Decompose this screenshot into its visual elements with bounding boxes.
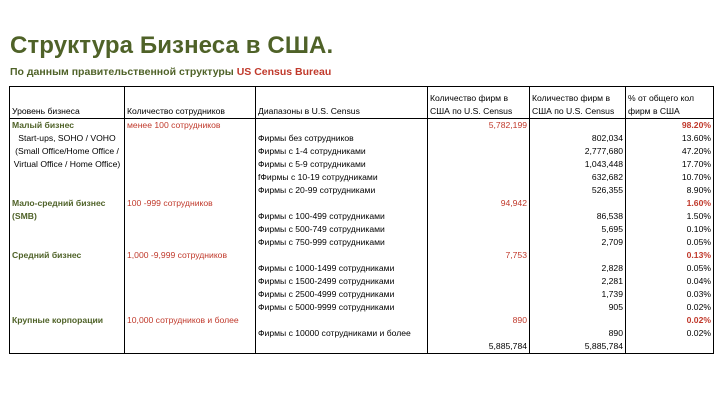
table-row	[10, 197, 714, 210]
range-firms: 2,281	[530, 275, 626, 288]
employees-large: 10,000 сотрудников и более	[125, 314, 256, 327]
range-pct: 10.70%	[626, 171, 714, 184]
category-large: Крупные корпорации	[10, 314, 125, 327]
range-firms: 802,034	[530, 132, 626, 145]
category-medium: Средний бизнес	[10, 249, 125, 262]
header-employees: Количество сотрудников	[125, 87, 256, 119]
range-firms: 1,739	[530, 288, 626, 301]
table-row	[10, 275, 714, 288]
table-row	[10, 301, 714, 314]
range-label: Фирмы с 1-4 сотрудниками	[256, 145, 428, 158]
range-pct: 0.02%	[626, 327, 714, 340]
range-label: Фирмы с 1500-2499 сотрудниками	[256, 275, 428, 288]
range-label: Фирмы с 5000-9999 сотрудниками	[256, 301, 428, 314]
range-pct: 17.70%	[626, 158, 714, 171]
range-pct: 0.03%	[626, 288, 714, 301]
table-row	[10, 262, 714, 275]
business-structure-table	[9, 86, 714, 354]
range-label: Фирмы с 500-749 сотрудниками	[256, 223, 428, 236]
range-label: Фирмы с 2500-4999 сотрудниками	[256, 288, 428, 301]
header-business-level: Уровень бизнеса	[10, 87, 125, 119]
range-label: fФирмы с 10-19 сотрудниками	[256, 171, 428, 184]
firms-small: 5,782,199	[428, 119, 530, 133]
range-label: Фирмы с 10000 сотрудниками и более	[256, 327, 428, 340]
employees-small: менее 100 сотрудников	[125, 119, 256, 133]
range-firms: 1,043,448	[530, 158, 626, 171]
range-label: Фирмы с 1000-1499 сотрудниками	[256, 262, 428, 275]
range-label: Фирмы с 20-99 сотрудниками	[256, 184, 428, 197]
range-pct: 0.05%	[626, 236, 714, 249]
table-row	[10, 119, 714, 133]
range-firms: 2,828	[530, 262, 626, 275]
subtitle-text: По данным правительственной структуры	[10, 66, 237, 78]
category-smb: Мало-средний бизнес (SMB)	[10, 197, 125, 223]
table-row	[10, 327, 714, 340]
small-business-note: Start-ups, SOHO / VOHO (Small Office/Home Office / Virtual Office / Home Office)	[10, 132, 125, 197]
table-row	[10, 288, 714, 301]
table-row	[10, 132, 714, 145]
range-firms: 5,695	[530, 223, 626, 236]
range-label: Фирмы без сотрудников	[256, 132, 428, 145]
pct-large: 0.02%	[626, 314, 714, 327]
range-firms: 86,538	[530, 210, 626, 223]
range-label: Фирмы с 750-999 сотрудниками	[256, 236, 428, 249]
employees-smb: 100 -999 сотрудников	[125, 197, 256, 210]
range-pct: 8.90%	[626, 184, 714, 197]
employees-medium: 1,000 -9,999 сотрудников	[125, 249, 256, 262]
table-row	[10, 314, 714, 327]
pct-smb: 1.60%	[626, 197, 714, 210]
table-row	[10, 236, 714, 249]
range-pct: 0.10%	[626, 223, 714, 236]
range-pct: 0.02%	[626, 301, 714, 314]
firms-smb: 94,942	[428, 197, 530, 210]
header-firm-count-detail: Количество фирм в США по U.S. Census	[530, 87, 626, 119]
total-firms-col5: 5,885,784	[530, 340, 626, 354]
range-firms: 526,355	[530, 184, 626, 197]
range-firms: 2,777,680	[530, 145, 626, 158]
range-firms: 890	[530, 327, 626, 340]
range-label: Фирмы с 100-499 сотрудниками	[256, 210, 428, 223]
range-pct: 1.50%	[626, 210, 714, 223]
subtitle-source: US Census Bureau	[236, 66, 332, 78]
pct-medium: 0.13%	[626, 249, 714, 262]
range-pct: 0.04%	[626, 275, 714, 288]
page-title: Структура Бизнеса в США.	[10, 32, 334, 59]
pct-small: 98.20%	[626, 119, 714, 133]
range-pct: 0.05%	[626, 262, 714, 275]
table-row	[10, 223, 714, 236]
range-label: Фирмы с 5-9 сотрудниками	[256, 158, 428, 171]
range-firms: 905	[530, 301, 626, 314]
range-firms: 2,709	[530, 236, 626, 249]
header-firm-count: Количество фирм в США по U.S. Census	[428, 87, 530, 119]
table-row-totals	[10, 340, 714, 354]
page-subtitle	[10, 66, 331, 78]
total-firms-col4: 5,885,784	[428, 340, 530, 354]
range-pct: 47.20%	[626, 145, 714, 158]
header-percent: % от общего кол фирм в США	[626, 87, 714, 119]
firms-medium: 7,753	[428, 249, 530, 262]
table-row	[10, 249, 714, 262]
range-firms: 632,682	[530, 171, 626, 184]
table-header-row	[10, 87, 714, 119]
header-census-ranges: Диапазоны в U.S. Census	[256, 87, 428, 119]
range-pct: 13.60%	[626, 132, 714, 145]
category-small: Малый бизнес	[10, 119, 125, 133]
firms-large: 890	[428, 314, 530, 327]
